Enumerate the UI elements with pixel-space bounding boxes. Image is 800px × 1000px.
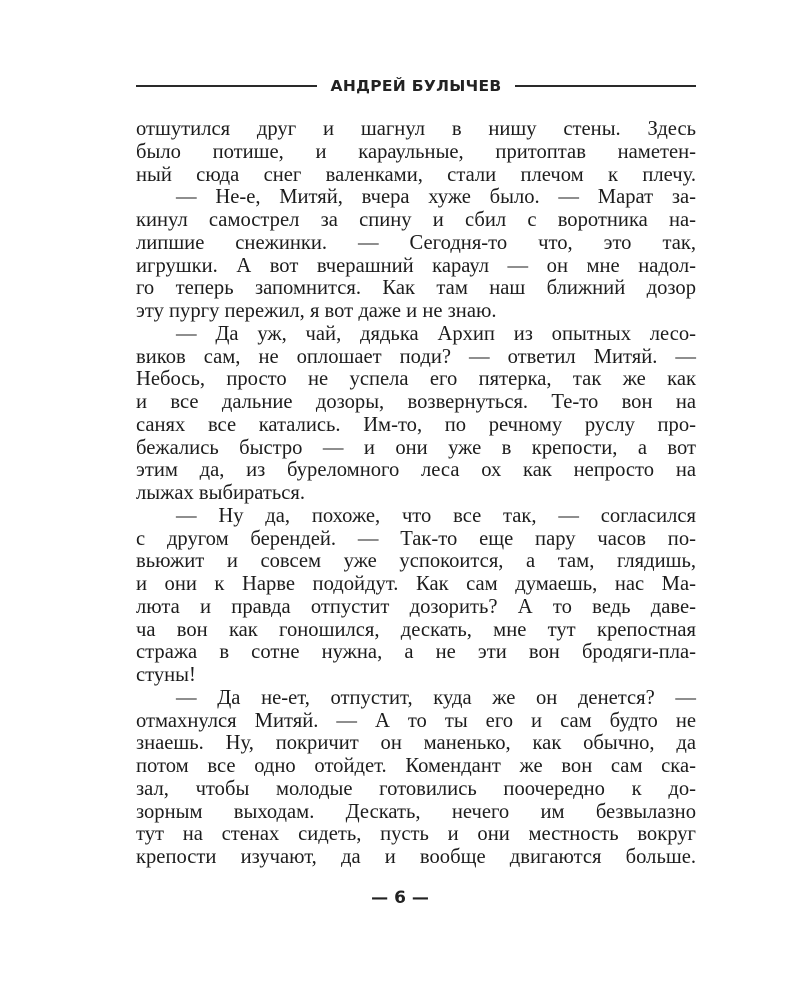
text-line: и все дальние дозоры, возвернуться. Те-то вон на (136, 391, 696, 413)
body-text (136, 118, 696, 869)
text-line: лыжах выбираться. (136, 482, 306, 504)
text-line: вьюжит и совсем уже успокоится, а там, глядишь, (136, 550, 696, 573)
page-number: — 6 — (371, 888, 429, 908)
text-line: липшие снежинки. — Сегодня-то что, это так, (136, 231, 696, 254)
text-line: стуны! (136, 664, 196, 686)
text-line: зал, чтобы молодые готовились поочередно к до- (136, 777, 696, 800)
text-line: было потише, и караульные, притоптав наметен- (136, 140, 696, 163)
text-line: зорным выходам. Дескать, нечего им безвылазно (136, 800, 696, 823)
text-line: — Да уж, чай, дядька Архип из опытных лесо- (176, 322, 696, 345)
text-line: Небось, просто не успела его пятерка, так же как (136, 368, 696, 391)
text-line: бежались быстро — и они уже в крепости, а вот (136, 436, 696, 459)
header-rule-right (515, 85, 696, 87)
text-line: ча вон как гоношился, дескать, мне тут крепостная (136, 618, 696, 641)
text-line: стража в сотне нужна, а не эти вон бродяги-пла- (136, 641, 696, 664)
text-line: ный сюда снег валенками, стали плечом к плечу. (136, 163, 696, 186)
text-line: крепости изучают, да и вообще двигаются больше. (136, 846, 696, 868)
text-line: го теперь запомнится. Как там наш ближний дозор (136, 277, 696, 300)
text-line: санях все катались. Им-то, по речному руслу про- (136, 413, 696, 436)
text-line: кинул самострел за спину и сбил с воротника на- (136, 209, 696, 231)
text-line: и они к Нарве подойдут. Как сам думаешь, нас Ма- (136, 573, 696, 595)
text-line: игрушки. А вот вчерашний караул — он мне надол- (136, 254, 696, 277)
text-line: этим да, из буреломного леса ох как непросто на (136, 459, 696, 482)
text-line: люта и правда отпустит дозорить? А то ведь даве- (136, 595, 696, 618)
text-line: знаешь. Ну, покричит он маненько, как обычно, да (136, 732, 696, 755)
text-line: тут на стенах сидеть, пусть и они местность вокруг (136, 823, 696, 846)
text-line: отшутился друг и шагнул в нишу стены. Здесь (136, 118, 696, 140)
author-name: АНДРЕЙ БУЛЫЧЕВ (330, 77, 502, 95)
text-line: — Да не-ет, отпустит, куда же он денется? — (176, 686, 696, 709)
running-head (136, 75, 696, 97)
text-line: — Не-е, Митяй, вчера хуже было. — Марат за- (176, 186, 696, 209)
text-line: — Ну да, похоже, что все так, — согласился (176, 504, 696, 527)
header-rule-left (136, 85, 317, 87)
text-line: потом все одно отойдет. Комендант же вон сам ска- (136, 755, 696, 777)
text-line: виков сам, не оплошает поди? — ответил Митяй. — (136, 345, 696, 368)
text-line: с другом берендей. — Так-то еще пару часов по- (136, 527, 696, 550)
text-line: отмахнулся Митяй. — А то ты его и сам будто не (136, 709, 696, 732)
text-line: эту пургу пережил, я вот даже и не знаю. (136, 300, 497, 322)
